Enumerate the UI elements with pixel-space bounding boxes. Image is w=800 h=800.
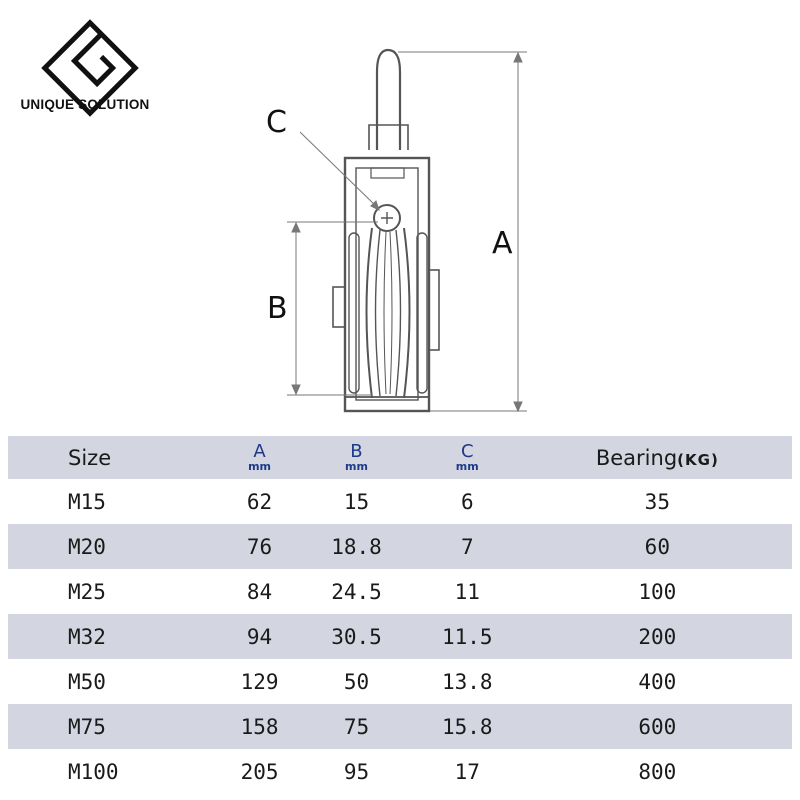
cell-a: 94 <box>218 614 301 659</box>
cell-bearing: 400 <box>638 669 677 694</box>
spec-table <box>8 436 792 794</box>
header-bearing-unit: (KG) <box>677 450 719 469</box>
brand-name: UNIQUE SOLUTION <box>20 97 150 112</box>
cell-b: 75 <box>301 704 412 749</box>
header-size: Size <box>8 436 218 479</box>
dimension-label-c: C <box>266 105 287 140</box>
cell-a: 76 <box>218 524 301 569</box>
cell-size: M25 <box>68 579 106 604</box>
header-a-unit: mm <box>248 459 272 473</box>
cell-c: 7 <box>412 524 523 569</box>
dimension-label-b: B <box>267 291 288 326</box>
cell-bearing: 35 <box>644 489 670 514</box>
cell-c: 11 <box>454 579 480 604</box>
cell-bearing: 200 <box>523 614 792 659</box>
cell-size: M50 <box>68 669 106 694</box>
header-b-label: B <box>350 440 363 462</box>
header-bearing-label: Bearing <box>595 445 678 470</box>
cell-size: M75 <box>8 704 218 749</box>
table-row <box>8 749 792 794</box>
table-row <box>8 524 792 569</box>
cell-b: 30.5 <box>301 614 412 659</box>
header-a <box>218 436 301 479</box>
header-c-unit: mm <box>455 459 479 473</box>
header-a-label: A <box>253 440 266 462</box>
table-header-row <box>8 436 792 479</box>
cell-c: 15.8 <box>412 704 523 749</box>
cell-b: 15 <box>343 489 370 514</box>
cell-b: 18.8 <box>301 524 412 569</box>
cell-c: 6 <box>460 489 474 514</box>
cell-size: M15 <box>68 489 106 514</box>
table-row <box>8 659 792 704</box>
table-row <box>8 614 792 659</box>
cell-a: 129 <box>240 669 279 694</box>
cell-bearing: 60 <box>523 524 792 569</box>
cell-a: 84 <box>246 579 273 604</box>
cell-size: M32 <box>8 614 218 659</box>
cell-a: 205 <box>240 759 279 784</box>
header-b <box>301 436 412 479</box>
table-row <box>8 569 792 614</box>
cell-size: M20 <box>8 524 218 569</box>
cell-a: 158 <box>218 704 301 749</box>
header-c <box>412 436 523 479</box>
table-row <box>8 479 792 524</box>
table-row <box>8 704 792 749</box>
cell-bearing: 800 <box>638 759 677 784</box>
header-bearing <box>523 436 792 479</box>
cell-b: 24.5 <box>331 579 382 604</box>
cell-c: 17 <box>454 759 480 784</box>
cell-c: 13.8 <box>441 669 493 694</box>
cell-size: M100 <box>68 759 119 784</box>
dimension-label-a: A <box>492 226 513 261</box>
cell-a: 62 <box>246 489 273 514</box>
cell-c: 11.5 <box>412 614 523 659</box>
cell-b: 95 <box>343 759 370 784</box>
cell-bearing: 600 <box>523 704 792 749</box>
cell-b: 50 <box>343 669 370 694</box>
cell-bearing: 100 <box>638 579 677 604</box>
header-c-label: C <box>460 440 474 462</box>
header-b-unit: mm <box>345 459 368 473</box>
